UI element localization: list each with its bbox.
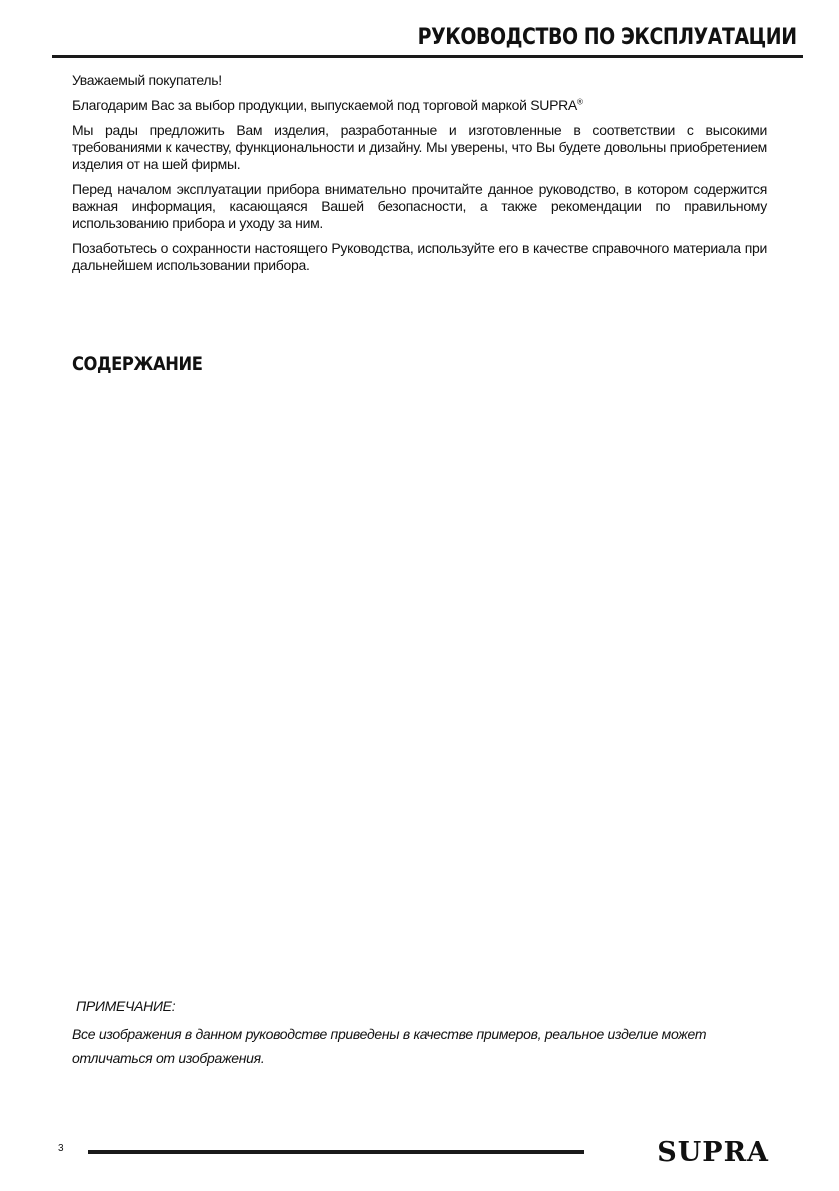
intro-paragraph-1: Мы рады предложить Вам изделия, разработанные и изготовленные в соответствии с высокими требованиями к качеству, функциональности и дизайну. Мы уверены, что Вы будете довольны приобретением изделия от на шей фирмы. (72, 122, 767, 172)
intro-paragraph-2: Перед началом эксплуатации прибора внимательно прочитайте данное руководство, в котором содержится важная информация, касающаяся Вашей безопасности, а также рекомендации по правильному использованию прибора и уходу за ним. (72, 181, 767, 231)
greeting-text: Уважаемый покупатель! (72, 72, 222, 88)
header-divider (52, 55, 803, 58)
thanks-text: Благодарим Вас за выбор продукции, выпускаемой под торговой маркой SUPRA (72, 97, 577, 113)
page-title: РУКОВОДСТВО ПО ЭКСПЛУАТАЦИИ (418, 25, 797, 50)
note-label: ПРИМЕЧАНИЕ: (76, 998, 176, 1014)
intro-paragraph-3: Позаботьтесь о сохранности настоящего Руководства, используйте его в качестве справочного материала при дальнейшем использовании прибора. (72, 240, 767, 273)
toc-heading: СОДЕРЖАНИЕ (72, 353, 203, 375)
note-section (72, 996, 772, 1070)
page-number: 3 (58, 1143, 64, 1154)
thanks-paragraph (72, 97, 767, 114)
note-text: Все изображения в данном руководстве приведены в качестве примеров, реальное изделие может отличаться от изображения. (72, 1026, 707, 1066)
registered-mark: ® (576, 97, 583, 107)
intro-section (72, 72, 767, 282)
brand-logo: SUPRA (657, 1137, 769, 1168)
footer-divider (88, 1150, 584, 1154)
